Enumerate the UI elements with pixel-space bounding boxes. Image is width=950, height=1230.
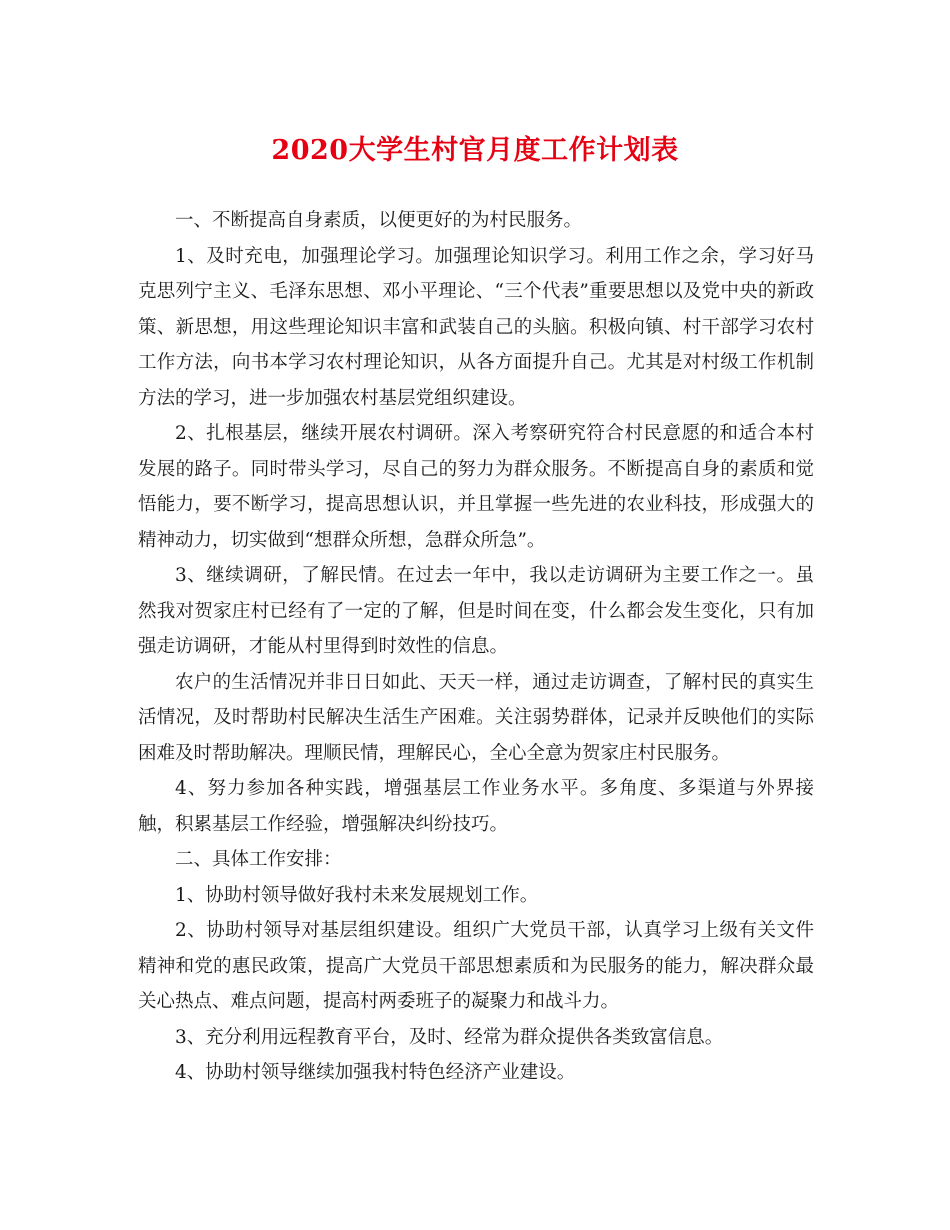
paragraph-organization: 2、协助村领导对基层组织建设。组织广大党员干部，认真学习上级有关文件精神和党的惠民政策，提高广大党员干部思想素质和为民服务的能力，解决群众最关心热点、难点问题，提高村两委班子的凝聚力和战斗力。 — [138, 920, 814, 1012]
paragraph-remote-education: 3、充分利用远程教育平台，及时、经常为群众提供各类致富信息。 — [175, 1026, 724, 1048]
section-heading-1: 一、不断提高自身素质，以便更好的为村民服务。 — [175, 210, 583, 231]
paragraph-theory-study: 1、及时充电，加强理论学习。加强理论知识学习。利用工作之余，学习好马克思列宁主义、毛泽东思想、邓小平理论、“三个代表”重要思想以及党中央的新政策、新思想，用这些理论知识丰富和武装自己的头脑。积极向镇、村干部学习农村工作方法，向书本学习农村理论知识，从各方面提升自己。尤其是对村级工作机制方法的学习，进一步加强农村基层党组织建设。 — [138, 245, 814, 409]
paragraph-economy: 4、协助村领导继续加强我村特色经济产业建设。 — [175, 1062, 576, 1083]
paragraph-survey-visits: 3、继续调研，了解民情。在过去一年中，我以走访调研为主要工作之一。虽然我对贺家庄村已经有了一定的了解，但是时间在变，什么都会发生变化，只有加强走访调研，才能从村里得到时效性的信息。 — [138, 565, 814, 657]
paragraph-grassroots-research: 2、扎根基层，继续开展农村调研。深入考察研究符合村民意愿的和适合本村发展的路子。同时带头学习，尽自己的努力为群众服务。不断提高自身的素质和觉悟能力，要不断学习，提高思想认识，并且掌握一些先进的农业科技，形成强大的精神动力，切实做到“想群众所想，急群众所急”。 — [138, 423, 814, 551]
document-title: 2020大学生村官月度工作计划表 — [271, 135, 679, 166]
paragraph-practice: 4、努力参加各种实践，增强基层工作业务水平。多角度、多渠道与外界接触，积累基层工作经验，增强解决纠纷技巧。 — [138, 778, 814, 835]
section-heading-2: 二、具体工作安排： — [175, 849, 342, 870]
document-body — [138, 203, 814, 1091]
paragraph-farmer-life: 农户的生活情况并非日日如此、天天一样，通过走访调查，了解村民的真实生活情况，及时帮助村民解决生活生产困难。关注弱势群体，记录并反映他们的实际困难及时帮助解决。理顺民情，理解民心，全心全意为贺家庄村民服务。 — [138, 671, 814, 764]
paragraph-planning: 1、协助村领导做好我村未来发展规划工作。 — [175, 884, 539, 906]
